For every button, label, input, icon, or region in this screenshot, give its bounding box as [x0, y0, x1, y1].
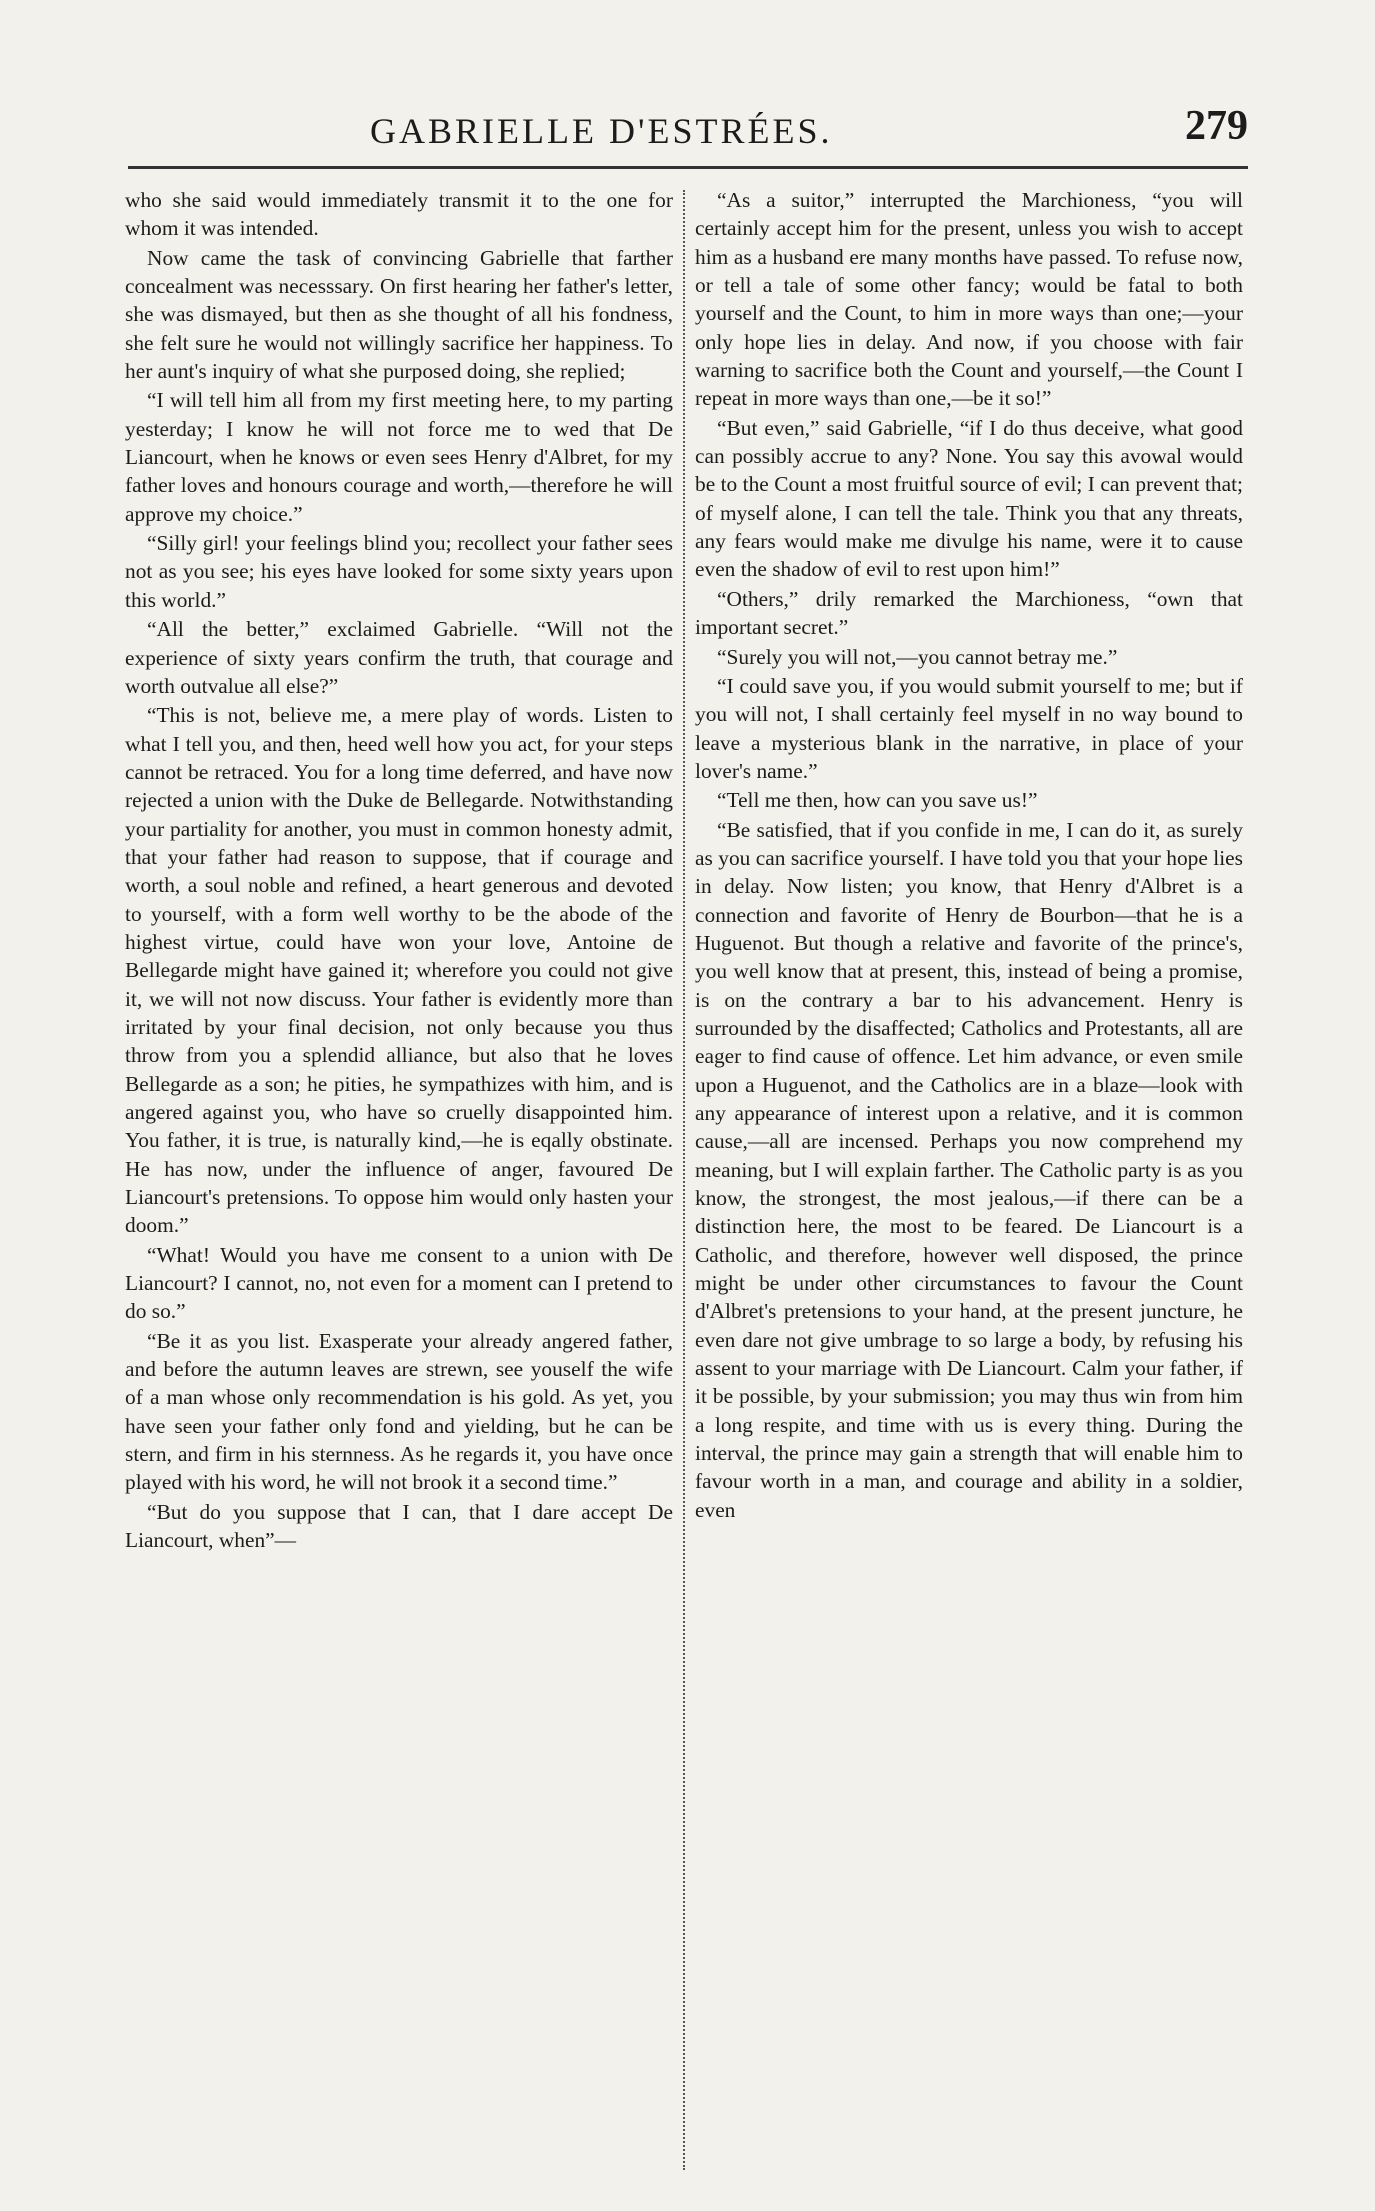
paragraph: “I will tell him all from my first meeting here, to my parting yesterday; I know he will not force me to wed that De Liancourt, when he knows or even sees Henry d'Albret, for my father loves and honours courage and worth,—therefore he will approve my choice.”	[125, 388, 673, 526]
paragraph: “This is not, believe me, a mere play of words. Listen to what I tell you, and then, heed well how you act, for your steps cannot be retraced. You for a long time deferred, and have now rejected a union with the Duke de Bellegarde. Notwithstanding your partiality for another, you must in common honesty admit, that your father had reason to suppose, that if courage and worth, a soul noble and refined, a heart generous and devoted to yourself, with a form well worthy to be the abode of the highest virtue, could have won your love, Antoine de Bellegarde might have gained it; wherefore you could not give it, we will not now discuss. Your father is evidently more than irritated by your final decision, not only because you thus throw from you a splendid alliance, but also that he loves Bellegarde as a son; he pities, he sympathizes with him, and is angered against you, who have so cruelly disappointed him. You father, it is true, is naturally kind,—he is eqally obstinate. He has now, under the influence of anger, favoured De Liancourt's pretensions. To oppose him would only hasten your doom.”	[125, 703, 673, 1238]
paragraph: “Silly girl! your feelings blind you; recollect your father sees not as you see; his eyes have looked for some sixty years upon this world.”	[125, 531, 673, 612]
paragraph: “All the better,” exclaimed Gabrielle. “Will not the experience of sixty years confirm the truth, that courage and worth outvalue all else?”	[125, 617, 673, 698]
paragraph: “What! Would you have me consent to a union with De Liancourt? I cannot, no, not even for a moment can I pretend to do so.”	[125, 1242, 673, 1324]
left-column	[125, 186, 673, 2176]
paragraph: “I could save you, if you would submit yourself to me; but if you will not, I shall certainly feel myself in no way bound to leave a mysterious blank in the narrative, in place of your lover's name.”	[695, 673, 1243, 783]
running-title: GABRIELLE D'ESTRÉES.	[370, 111, 833, 151]
paragraph: “But do you suppose that I can, that I dare accept De Liancourt, when”—	[125, 1499, 673, 1553]
paragraph: “Be it as you list. Exasperate your already angered father, and before the autumn leaves are strewn, see youself the wife of a man whose only recommendation is his gold. As yet, you have seen your father only fond and yielding, but he can be stern, and firm in his sternness. As he regards it, you have once played with his word, he will not brook it a second time.”	[125, 1328, 673, 1495]
paragraph: who she said would immediately transmit it to the one for whom it was intended.	[125, 188, 673, 241]
paragraph: “As a suitor,” interrupted the Marchioness, “you will certainly accept him for the present, unless you wish to accept him as a husband ere many months have passed. To refuse now, or tell a tale of some other fancy; would be fatal to both yourself and the Count, to him in more ways than one;—your only hope lies in delay. And now, if you choose with fair warning to sacrifice both the Count and yourself,—the Count I repeat in more ways than one,—be it so!”	[695, 188, 1243, 411]
paragraph: “Others,” drily remarked the Marchioness, “own that important secret.”	[695, 586, 1243, 640]
paragraph: “But even,” said Gabrielle, “if I do thus deceive, what good can possibly accrue to any? None. You say this avowal would be to the Count a most fruitful source of evil; I can prevent that; of myself alone, I can tell the tale. Think you that any threats, any fears would make me divulge his name, were it to cause even the shadow of evil to rest upon him!”	[695, 415, 1243, 582]
column-divider	[683, 190, 685, 2170]
paragraph: “Be satisfied, that if you confide in me, I can do it, as surely as you can sacrifice yourself. I have told you that your hope lies in delay. Now listen; you know, that Henry d'Albret is a connection and favorite of Henry de Bourbon—that he is a Huguenot. But though a relative and favorite of the prince's, you well know that at present, this, instead of being a promise, is on the contrary a bar to his advancement. Henry is surrounded by the disaffected; Catholics and Protestants, all are eager to find cause of offence. Let him advance, or even smile upon a Huguenot, and the Catholics are in a blaze—look with any appearance of interest upon a relative, and it is common cause,—all are incensed. Perhaps you now comprehend my meaning, but I will explain farther. The Catholic party is as you know, the strongest, the most jealous,—if there can be a distinction here, the most to be feared. De Liancourt is a Catholic, and therefore, however well disposed, the prince might be under other circumstances to favour the Count d'Albret's pretensions to your hand, at the present juncture, he even dare not give umbrage to so large a body, by refusing his assent to your marriage with De Liancourt. Calm your father, if it be possible, by your submission; you may thus win from him a long respite, and time with us is every thing. During the interval, the prince may gain a strength that will enable him to favour worth in a man, and courage and ability in a soldier, even	[695, 817, 1243, 1522]
paragraph: “Surely you will not,—you cannot betray me.”	[717, 644, 1118, 669]
page-header	[0, 100, 1375, 160]
paragraph: Now came the task of convincing Gabrielle that farther concealment was necesssary. On first hearing her father's letter, she was dismayed, but then as she thought of all his fondness, she felt sure he would not willingly sacrifice her happiness. To her aunt's inquiry of what she purposed doing, she replied;	[125, 245, 673, 384]
right-column	[695, 186, 1243, 2176]
paragraph: “Tell me then, how can you save us!”	[717, 788, 1038, 813]
page-number: 279	[1185, 103, 1248, 149]
header-rule	[128, 166, 1248, 169]
